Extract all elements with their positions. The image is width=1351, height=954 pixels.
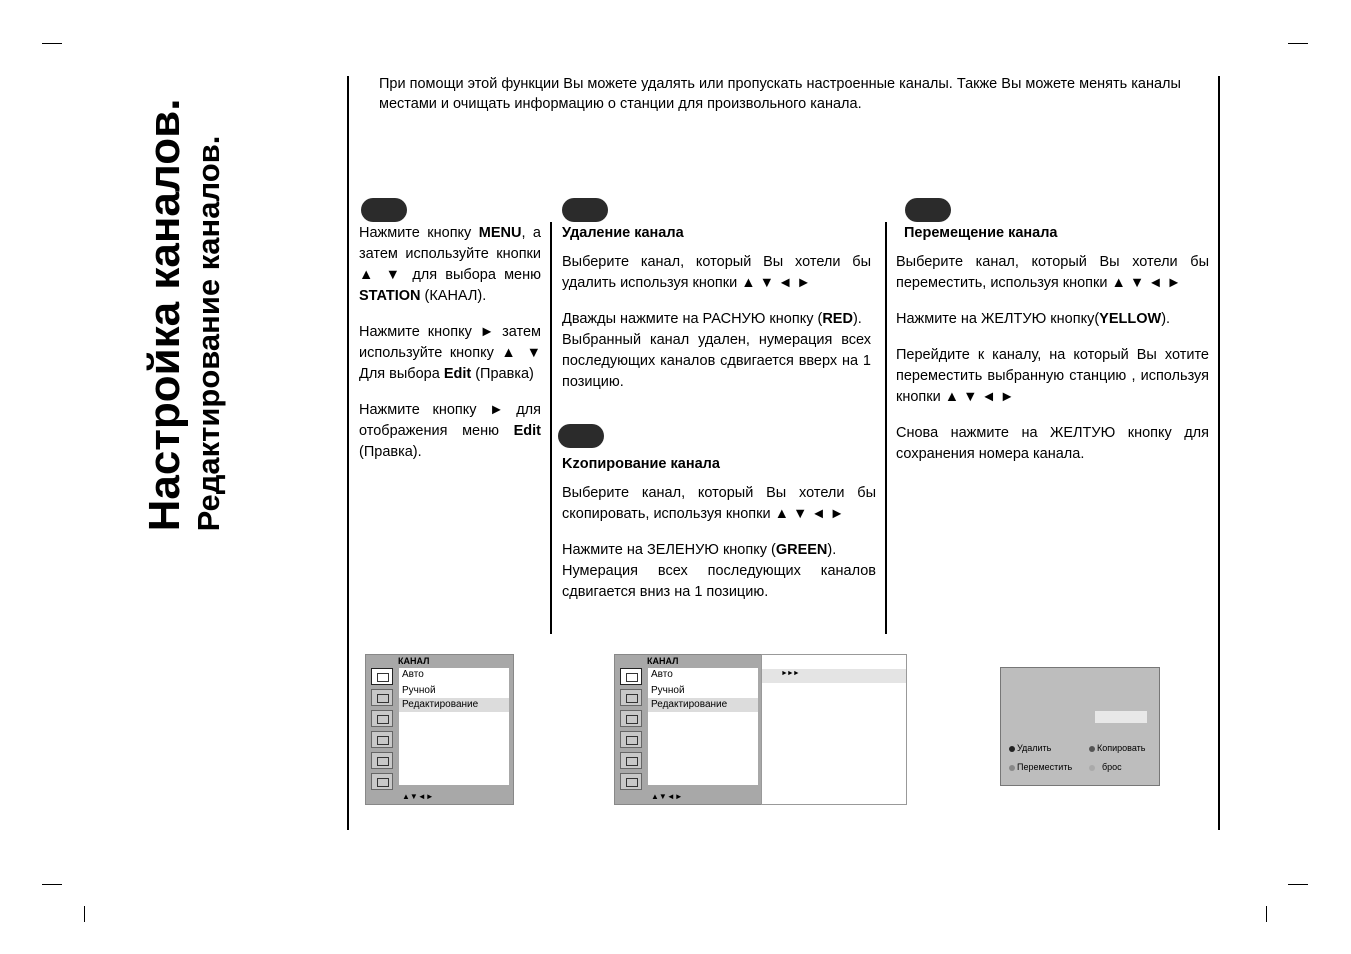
special-icon [620, 752, 642, 769]
section-heading: Kzопирование канала [562, 456, 720, 472]
step-text: Снова нажмите на ЖЕЛТУЮ кнопку для сохранения номера канала. [896, 425, 1209, 462]
tv-icon [620, 668, 642, 685]
column-copy [562, 454, 876, 618]
osd-nav-hint: ▲▼◄► [651, 792, 683, 801]
screen-icon [371, 773, 393, 790]
column-divider [885, 222, 887, 634]
page-subtitle: Редактирование каналов. [191, 135, 226, 532]
osd-menu-item: Ручной [402, 685, 436, 696]
osd-menu-station [365, 654, 514, 805]
column-move [896, 223, 1209, 480]
sound-icon [620, 710, 642, 727]
column-delete-copy [562, 223, 871, 408]
step-badge [361, 198, 407, 222]
step-badge [558, 424, 604, 448]
osd-menu-list [399, 668, 509, 785]
osd-icon-column [618, 668, 645, 794]
osd-icon-column [369, 668, 396, 794]
crop-mark [1288, 43, 1308, 44]
left-frame-line [347, 76, 349, 830]
osd-edit-dialog [1000, 667, 1160, 786]
step-text: Нажмите кнопку MENU, а затем используйте кнопки ▲ ▼ для выбора меню STATION (КАНАЛ). [359, 225, 542, 304]
osd-menu-item: Ручной [651, 685, 685, 696]
step-text: Нумерация всех последующих каналов сдвигается вниз на 1 позицию. [562, 563, 876, 600]
special-icon [371, 752, 393, 769]
step-text: Выберите канал, который Вы хотели бы переместить, используя кнопки ▲ ▼ ◄ ► [896, 254, 1209, 291]
crop-mark [1266, 906, 1267, 922]
osd-menu-item-selected: Редактирование [648, 698, 758, 712]
osd-submenu-arrow: ►►► [781, 670, 799, 677]
dialog-option-delete: Удалить [1009, 743, 1051, 753]
osd-menu-title: КАНАЛ [647, 656, 679, 666]
step-text: Нажмите кнопку ► для отображения меню Edit (Правка). [359, 402, 541, 460]
crop-mark [42, 884, 62, 885]
tv-icon [371, 668, 393, 685]
osd-menu-list [648, 668, 758, 785]
crop-mark [42, 43, 62, 44]
crop-mark [1288, 884, 1308, 885]
osd-menu-title: КАНАЛ [398, 656, 430, 666]
time-icon [620, 731, 642, 748]
step-text: Дважды нажмите на РАСНУЮ кнопку (RED). [562, 311, 862, 327]
step-text: Нажмите кнопку ► затем используйте кнопку ▲ ▼ Для выбора Edit (Правка) [359, 324, 541, 382]
step-text: Нажмите на ЗЕЛЕНУЮ кнопку (GREEN). [562, 542, 837, 558]
step-badge [562, 198, 608, 222]
osd-nav-hint: ▲▼◄► [402, 792, 434, 801]
intro-text: При помощи этой функции Вы можете удалять или пропускать настроенные каналы. Также Вы можете менять каналы местами и очищать информацию о станции для произвольного канала. [379, 76, 1181, 112]
osd-menu-item: Авто [651, 669, 673, 680]
osd-menu-item-selected: Редактирование [399, 698, 509, 712]
section-heading: Перемещение канала [904, 225, 1058, 241]
time-icon [371, 731, 393, 748]
picture-icon [620, 689, 642, 706]
step-text: Выбранный канал удален, нумерация всех последующих каналов сдвигается вверх на 1 позицию. [562, 332, 871, 390]
step-text: Перейдите к каналу, на который Вы хотите переместить выбранную станцию , используя кнопки ▲ ▼ ◄ ► [896, 347, 1209, 405]
dialog-option-move: Переместить [1009, 762, 1072, 772]
dialog-option-copy: Копировать [1089, 743, 1145, 753]
page-title: Настройка каналов. [140, 98, 189, 532]
step-text: Выберите канал, который Вы хотели бы скопировать, используя кнопки ▲ ▼ ◄ ► [562, 485, 876, 522]
osd-menu-item: Авто [402, 669, 424, 680]
channel-field [1095, 711, 1147, 723]
osd-menu-station-edit [614, 654, 763, 805]
step-text: Выберите канал, который Вы хотели бы удалить используя кнопки ▲ ▼ ◄ ► [562, 254, 871, 291]
crop-mark [84, 906, 85, 922]
step-badge [905, 198, 951, 222]
right-frame-line [1218, 76, 1220, 830]
dialog-option-reset: брос [1089, 762, 1122, 772]
column-divider [550, 222, 552, 634]
step-text: Нажмите на ЖЕЛТУЮ кнопку(YELLOW). [896, 311, 1171, 327]
sound-icon [371, 710, 393, 727]
screen-icon [620, 773, 642, 790]
osd-submenu-panel [761, 654, 907, 805]
section-heading: Удаление канала [562, 225, 684, 241]
picture-icon [371, 689, 393, 706]
column-steps [359, 223, 541, 478]
